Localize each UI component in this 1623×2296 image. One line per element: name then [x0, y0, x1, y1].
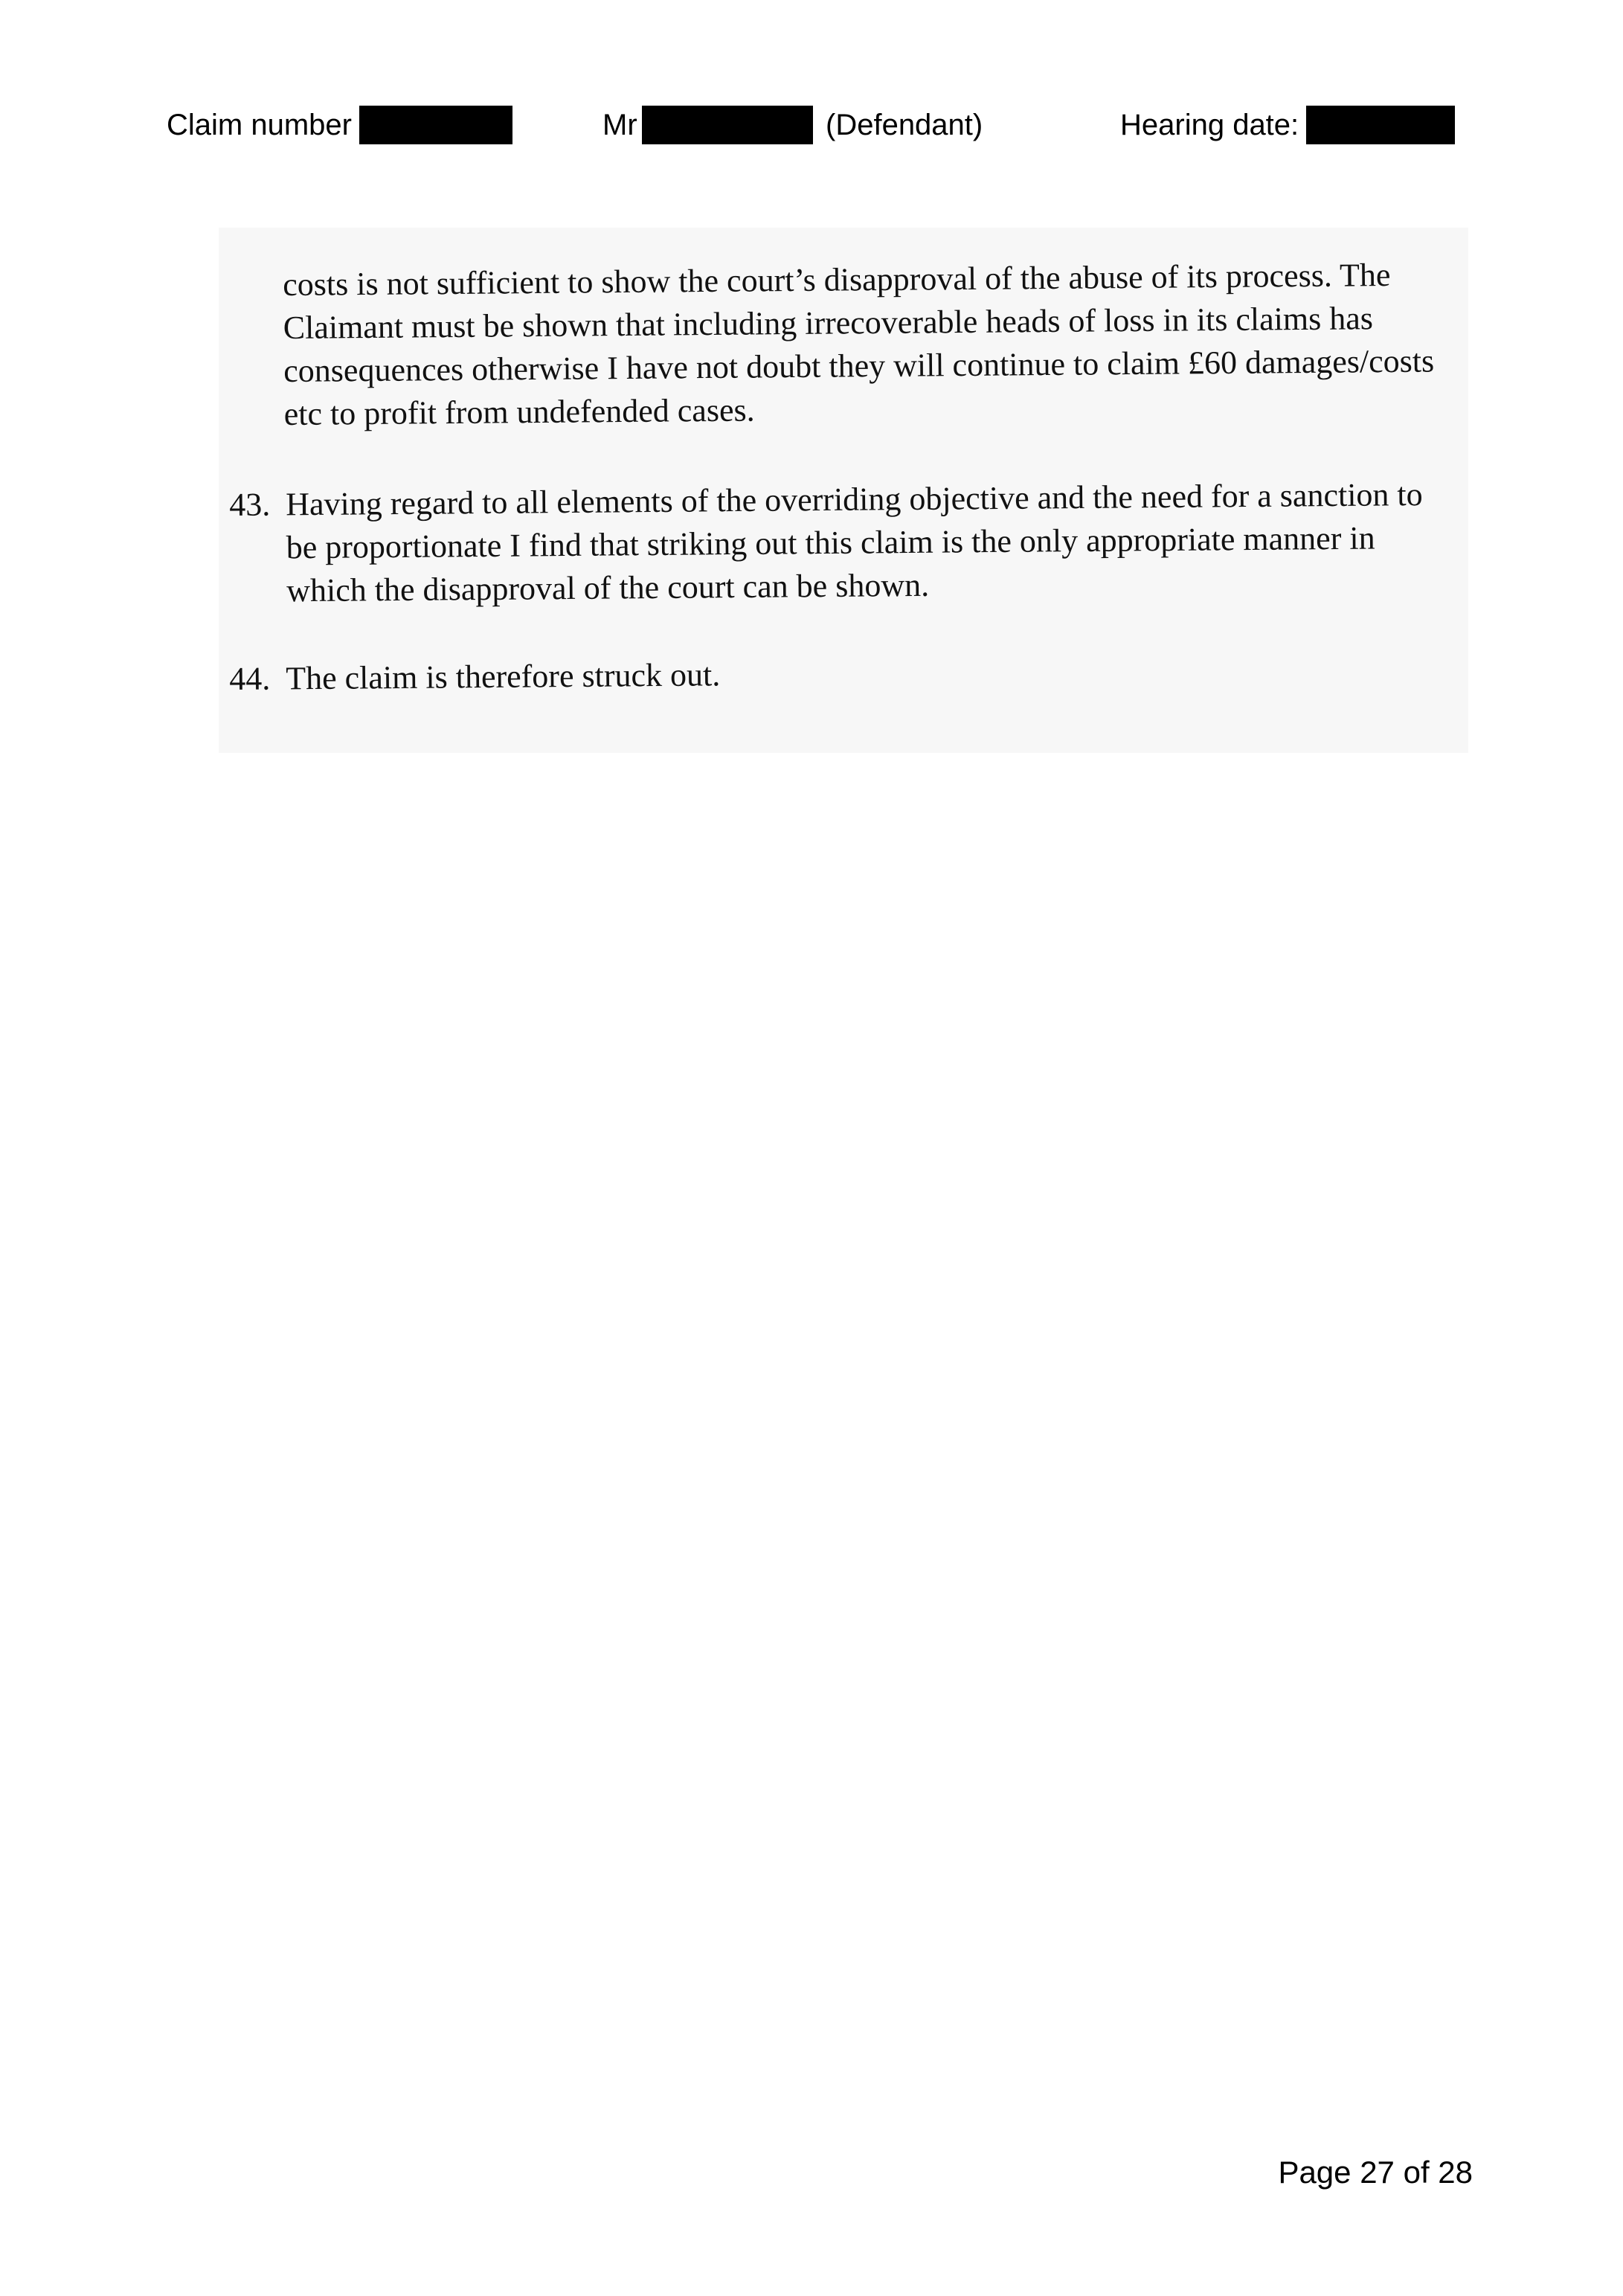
hearing-date-redaction	[1306, 106, 1455, 144]
paragraph-44	[229, 647, 1434, 701]
paragraph-43	[229, 473, 1435, 613]
scanned-judgment-excerpt	[219, 228, 1468, 753]
page-header	[0, 103, 1623, 147]
page-number: Page 27 of 28	[1278, 2155, 1473, 2190]
claim-number-label: Claim number	[167, 109, 352, 141]
claim-number-redaction	[359, 106, 512, 144]
paragraph-text: The claim is therefore struck out.	[286, 656, 721, 697]
paragraph-number: 44.	[229, 660, 271, 697]
defendant-name-redaction	[642, 106, 813, 144]
claim-number-field	[167, 103, 512, 147]
hearing-date-field	[1120, 103, 1455, 147]
defendant-role	[826, 103, 983, 147]
paragraph-text: Having regard to all elements of the overriding objective and the need for a sanction to be proportionate I find that striking out this claim is the only appropriate manner in which the disapproval of the court can be shown.	[286, 475, 1423, 609]
defendant-name-field	[602, 103, 813, 147]
continuation-paragraph: costs is not sufficient to show the court’s disapproval of the abuse of its process. The Claimant must be shown that including irrecoverable heads of loss in its claims has consequences otherwise I have not doubt they will continue to claim £60 damages/costs etc to profit from undefended cases.	[283, 257, 1435, 432]
defendant-label: (Defendant)	[826, 109, 983, 141]
hearing-date-label: Hearing date:	[1120, 109, 1299, 141]
mr-label: Mr	[602, 109, 637, 141]
paragraph-number: 43.	[229, 486, 271, 523]
